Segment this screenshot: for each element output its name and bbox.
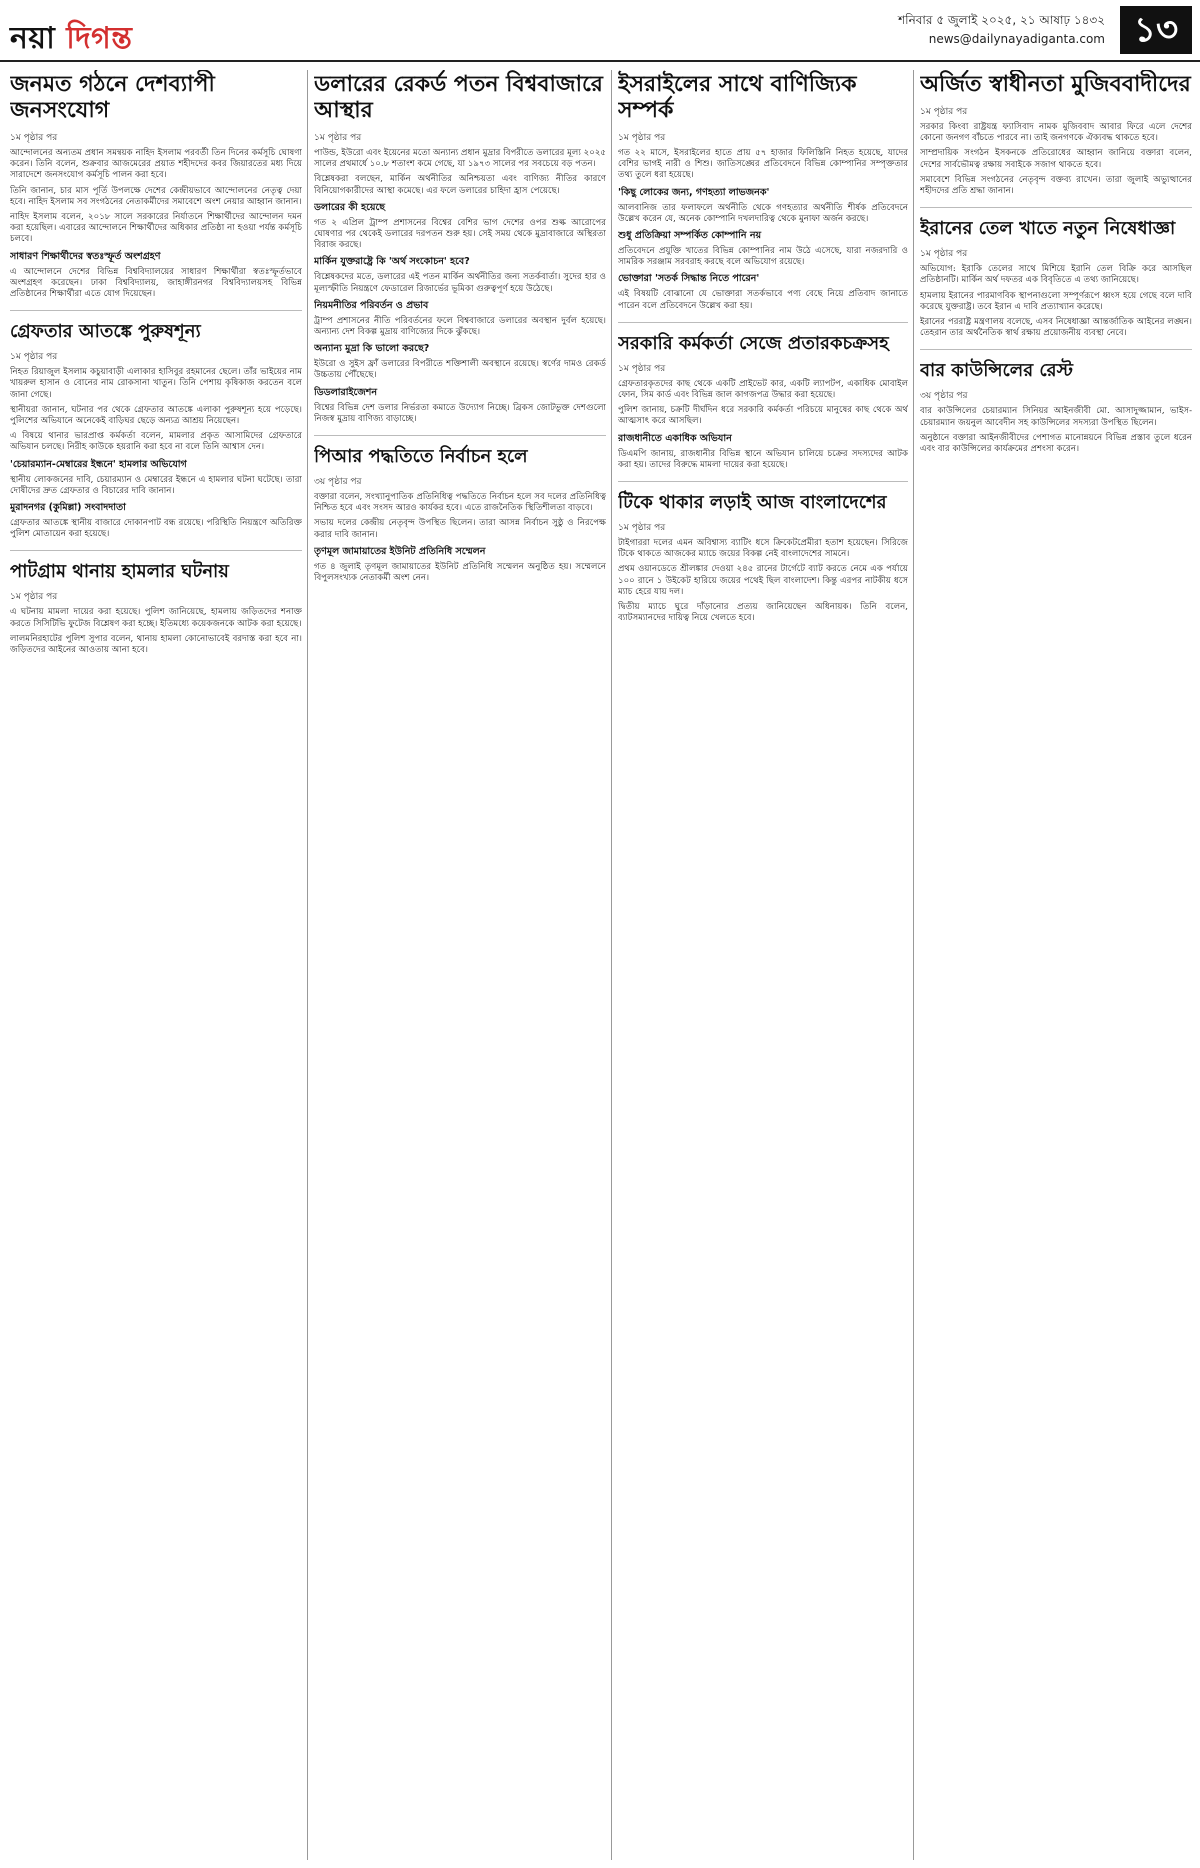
column-1 xyxy=(10,70,302,1860)
story-subhead: 'কিছু লোকের জন্য, গণহত্যা লাভজনক' xyxy=(618,186,770,198)
story-paragraph: প্রথম ওয়ানডেতে শ্রীলঙ্কার দেওয়া ২৪৫ রানের টার্গেটে ব্যাট করতে নেমে এক পর্যায়ে ১০০ রানে ১ উইকেট হারিয়ে জয়ের পথেই ছিল বাংলাদেশ। কিন্তু এরপর নাটকীয় ধসে ম্যাচ হেরে যায় দল। xyxy=(618,564,908,597)
column-4 xyxy=(920,70,1192,1860)
subhead-paragraph: গ্রেফতার আতঙ্কে স্থানীয় বাজারে দোকানপাট বন্ধ রয়েছে। পরিস্থিতি নিয়ন্ত্রণে অতিরিক্ত পুলিশ মোতায়েন করা হয়েছে। xyxy=(10,518,302,540)
news-story xyxy=(618,72,908,323)
subhead-paragraph: আলবানিজ তার ফলাফলে অর্থনীতি থেকে গণহত্যার অর্থনীতি শীর্ষক প্রতিবেদনে উল্লেখ করেন যে, অনেক কোম্পানি দখলদারিত্ব থেকে মুনাফা অর্জন করছে। xyxy=(618,202,908,224)
story-paragraph: নিহত রিয়াজুল ইসলাম কচুয়াবাড়ী এলাকার হাসিবুর রহমানের ছেলে। তাঁর ভাইয়ের নাম খায়রুল হাসান ও বোনের নাম রোকসানা খাতুন। তিনি পেশায় কৃষিকাজ করতেন বলে জানা গেছে। xyxy=(10,367,302,400)
story-subhead: মুরাদনগর (কুমিল্লা) সংবাদদাতা xyxy=(10,502,126,514)
subhead-paragraph: বিশ্লেষকদের মতে, ডলারের এই পতন মার্কিন অর্থনীতির জন্য সতর্কবার্তা। সুদের হার ও মূল্যস্ফীতি নিয়ন্ত্রণে ফেডারেল রিজার্ভের ভূমিকা গুরুত্বপূর্ণ হয়ে উঠেছে। xyxy=(314,272,606,294)
news-story xyxy=(10,72,302,311)
column-3 xyxy=(618,70,908,1860)
story-paragraph: অনুষ্ঠানে বক্তারা আইনজীবীদের পেশাগত মানোন্নয়নে বিভিন্ন প্রস্তাব তুলে ধরেন এবং বার কাউন্সিলের কার্যক্রমের প্রশংসা করেন। xyxy=(920,432,1192,455)
story-headline[interactable]: পিআর পদ্ধতিতে নির্বাচন হলে xyxy=(314,446,528,468)
subhead-paragraph: প্রতিবেদনে প্রযুক্তি খাতের বিভিন্ন কোম্পানির নাম উঠে এসেছে, যারা নজরদারি ও সামরিক সরঞ্জাম সরবরাহ করছে বলে অভিযোগ রয়েছে। xyxy=(618,246,908,268)
story-paragraph: টাইগাররা দলের এমন অবিশ্বাস্য ব্যাটিং ধসে ক্রিকেটপ্রেমীরা হতাশ হয়েছেন। সিরিজে টিকে থাকতে আজকের ম্যাচে জয়ের বিকল্প নেই বাংলাদেশের সামনে। xyxy=(618,538,908,560)
date-line: শনিবার ৫ জুলাই ২০২৫, ২১ আষাঢ় ১৪৩২ xyxy=(898,13,1105,27)
subhead-paragraph: ট্রাম্প প্রশাসনের নীতি পরিবর্তনের ফলে বিশ্ববাজারে ডলারের অবস্থান দুর্বল হয়েছে। অন্যান্য দেশ বিকল্প মুদ্রায় বাণিজ্যের দিকে ঝুঁকছে। xyxy=(314,315,606,338)
story-subhead: ডিডলারাইজেশন xyxy=(314,386,378,398)
news-story xyxy=(920,360,1192,465)
subhead-paragraph: গত ৪ জুলাই তৃণমূল জামায়াতের ইউনিট প্রতিনিধি সম্মেলন অনুষ্ঠিত হয়। সম্মেলনে বিপুলসংখ্যক নেতাকর্মী অংশ নেন। xyxy=(314,561,606,584)
news-story xyxy=(314,446,606,594)
story-headline[interactable]: গ্রেফতার আতঙ্কে পুরুষশূন্য xyxy=(10,321,201,343)
story-subhead: মার্কিন যুক্তরাষ্ট্রে কি 'অর্থ সংকোচন' হবে? xyxy=(314,256,470,268)
story-headline[interactable]: ইসরাইলের সাথে বাণিজ্যিক সম্পর্ক xyxy=(618,72,857,123)
continued-from-label: ৩য় পৃষ্ঠার পর xyxy=(920,391,968,402)
story-subhead: সাধারণ শিক্ষার্থীদের স্বতঃস্ফূর্ত অংশগ্রহণ xyxy=(10,250,161,262)
subhead-paragraph: এই বিষয়টি বোঝানো যে ভোক্তারা সতর্কভাবে পণ্য বেছে নিয়ে প্রতিবাদ জানাতে পারেন বলে প্রতিবেদনে উল্লেখ করা হয়। xyxy=(618,289,908,311)
story-paragraph: এ ঘটনায় মামলা দায়ের করা হয়েছে। পুলিশ জানিয়েছে, হামলায় জড়িতদের শনাক্ত করতে সিসিটিভি ফুটেজ বিশ্লেষণ করা হচ্ছে। ইতিমধ্যে কয়েকজনকে আটক করা হয়েছে। xyxy=(10,607,302,629)
subhead-paragraph: বিশ্বের বিভিন্ন দেশ ডলার নির্ভরতা কমাতে উদ্যোগ নিচ্ছে। ব্রিকস জোটভুক্ত দেশগুলো নিজস্ব মুদ্রায় বাণিজ্য বাড়াচ্ছে। xyxy=(314,402,606,424)
continued-from-label: ১ম পৃষ্ঠার পর xyxy=(920,249,968,260)
story-headline[interactable]: অর্জিত স্বাধীনতা মুজিববাদীদের xyxy=(920,72,1191,97)
subhead-paragraph: এ আন্দোলনে দেশের বিভিন্ন বিশ্ববিদ্যালয়ের সাধারণ শিক্ষার্থীরা স্বতঃস্ফূর্তভাবে অংশগ্রহণ করেছেন। ঢাকা বিশ্ববিদ্যালয়, জাহাঙ্গীরনগর বিশ্ববিদ্যালয়সহ বিভিন্ন প্রতিষ্ঠানের শিক্ষার্থীরা এতে যোগ দিয়েছেন। xyxy=(10,266,302,300)
story-headline[interactable]: জনমত গঠনে দেশব্যাপী জনসংযোগ xyxy=(10,72,215,123)
subhead-paragraph: ডিএমপি জানায়, রাজধানীর বিভিন্ন স্থানে অভিযান চালিয়ে চক্রের সদস্যদের আটক করা হয়। তাদের বিরুদ্ধে মামলা দায়ের করা হয়েছে। xyxy=(618,448,908,470)
column-divider xyxy=(307,70,308,1860)
story-paragraph: পাউন্ড, ইউরো এবং ইয়েনের মতো অন্যান্য প্রধান মুদ্রার বিপরীতে ডলারের মূল্য ২০২৫ সালের প্রথমার্ধে ১০.৮ শতাংশ কমে গেছে, যা ১৯৭৩ সালের পর সবচেয়ে বড় পতন। xyxy=(314,148,606,170)
continued-from-label: ১ম পৃষ্ঠার পর xyxy=(10,592,58,603)
story-subhead: তৃণমূল জামায়াতের ইউনিট প্রতিনিধি সম্মেলন xyxy=(314,545,486,557)
story-paragraph: আন্দোলনের অন্যতম প্রধান সমন্বয়ক নাহিদ ইসলাম পরবর্তী তিন দিনের কর্মসূচি ঘোষণা করেন। তিনি বলেন, শুক্রবার আজমেরের প্রয়াত শহীদদের কবর জিয়ারতের মধ্য দিয়ে সারাদেশে জনসংযোগ কর্মসূচি পালন করা হবে। xyxy=(10,148,302,181)
logo-word-accent: দিগন্ত xyxy=(66,21,133,56)
news-story xyxy=(618,492,908,634)
story-subhead: অন্যান্য মুদ্রা কি ভালো করছে? xyxy=(314,343,430,355)
story-headline[interactable]: ইরানের তেল খাতে নতুন নিষেধাজ্ঞা xyxy=(920,218,1176,240)
story-headline[interactable]: টিকে থাকার লড়াই আজ বাংলাদেশের xyxy=(618,492,887,514)
news-story xyxy=(314,72,606,436)
story-subhead: রাজধানীতে একাধিক অভিযান xyxy=(618,432,732,444)
story-paragraph: হামলায় ইরানের পারমাণবিক স্থাপনাগুলো সম্পূর্ণরূপে ধ্বংস হয়ে গেছে বলে দাবি করেছে যুক্তরাষ্ট্র। তবে ইরান এ দাবি প্রত্যাখ্যান করেছে। xyxy=(920,290,1192,312)
continued-from-label: ১ম পৃষ্ঠার পর xyxy=(10,133,58,143)
column-2 xyxy=(314,70,606,1860)
page-number-badge: ১৩ xyxy=(1120,6,1192,54)
email-address[interactable]: news@dailynayadiganta.com xyxy=(928,32,1105,46)
story-paragraph: সমাবেশে বিভিন্ন সংগঠনের নেতৃবৃন্দ বক্তব্য রাখেন। তারা জুলাই অভ্যুত্থানের শহীদদের প্রতি শ্রদ্ধা জানান। xyxy=(920,174,1192,197)
newspaper-logo[interactable] xyxy=(10,14,132,65)
story-paragraph: তিনি জানান, চার মাস পূর্তি উপলক্ষে দেশের কেন্দ্রীয়ভাবে আন্দোলনের নেতৃত্ব দেয়া হবে। নাহিদ ইসলাম সব সংগঠনের নেতাকর্মীদের সমাবেশে অংশ নেয়ার আহ্বান জানান। xyxy=(10,185,302,207)
story-subhead: ভোক্তারা 'সতর্ক সিদ্ধান্ত নিতে পারেন' xyxy=(618,273,760,285)
story-paragraph: ইরানের পররাষ্ট্র মন্ত্রণালয় বলেছে, এসব নিষেধাজ্ঞা আন্তর্জাতিক আইনের লঙ্ঘন। তেহরান তার অর্থনৈতিক স্বার্থ রক্ষায় প্রয়োজনীয় ব্যবস্থা নেবে। xyxy=(920,317,1192,339)
news-story xyxy=(618,333,908,482)
story-headline[interactable]: সরকারি কর্মকর্তা সেজে প্রতারকচক্রসহ xyxy=(618,332,889,354)
story-headline[interactable]: বার কাউন্সিলের রেস্ট xyxy=(920,360,1073,382)
story-paragraph: অভিযোগ: ইরাকি তেলের সাথে মিশিয়ে ইরানি তেল বিক্রি করে আসছিল প্রতিষ্ঠানটি। মার্কিন অর্থ দফতর এক বিবৃতিতে এ তথ্য জানিয়েছে। xyxy=(920,264,1192,286)
news-story xyxy=(10,321,302,551)
story-paragraph: বিশ্লেষকরা বলছেন, মার্কিন অর্থনীতির অনিশ্চয়তা এবং বাণিজ্য নীতির কারণে বিনিয়োগকারীদের আস্থা কমেছে। এর ফলে ডলারের চাহিদা হ্রাস পেয়েছে। xyxy=(314,174,606,196)
story-paragraph: পুলিশ জানায়, চক্রটি দীর্ঘদিন ধরে সরকারি কর্মকর্তা পরিচয়ে মানুষের কাছ থেকে অর্থ আত্মসাৎ করে আসছিল। xyxy=(618,405,908,427)
continued-from-label: ১ম পৃষ্ঠার পর xyxy=(618,133,666,143)
story-subhead: শুধু প্রতিক্রিয়া সম্পর্কিত কোম্পানি নয় xyxy=(618,230,762,242)
story-paragraph: বক্তারা বলেন, সংখ্যানুপাতিক প্রতিনিধিত্ব পদ্ধতিতে নির্বাচন হলে সব দলের প্রতিনিধিত্ব নিশ্চিত হবে এবং সংসদ আরও কার্যকর হবে। এতে রাজনৈতিক স্থিতিশীলতা বাড়বে। xyxy=(314,492,606,514)
story-subhead: 'চেয়ারম্যান-মেম্বারের ইন্ধনে' হামলার অভিযোগ xyxy=(10,458,187,470)
news-story xyxy=(920,218,1192,350)
subhead-paragraph: ইউরো ও সুইস ফ্রাঁ ডলারের বিপরীতে শক্তিশালী অবস্থানে রয়েছে। স্বর্ণের দামও রেকর্ড উচ্চতায় পৌঁছেছে। xyxy=(314,359,606,381)
story-paragraph: সাম্প্রদায়িক সংগঠন ইসকনকে প্রতিরোধের আহ্বান জানিয়ে বক্তারা বলেন, দেশের সার্বভৌমত্ব রক্ষায় সবাইকে সজাগ থাকতে হবে। xyxy=(920,148,1192,170)
story-paragraph: বার কাউন্সিলের চেয়ারম্যান সিনিয়র আইনজীবী মো. আসাদুজ্জামান, ভাইস-চেয়ারম্যান জয়নুল আবেদীন সহ কাউন্সিলের সদস্যরা উপস্থিত ছিলেন। xyxy=(920,406,1192,428)
continued-from-label: ১ম পৃষ্ঠার পর xyxy=(314,133,362,143)
story-paragraph: দ্বিতীয় ম্যাচে ঘুরে দাঁড়ানোর প্রত্যয় জানিয়েছেন অধিনায়ক। তিনি বলেন, ব্যাটসম্যানদের দায়িত্ব নিয়ে খেলতে হবে। xyxy=(618,602,908,624)
story-paragraph: নাহিদ ইসলাম বলেন, ২০১৮ সালে সরকারের নির্যাতনে শিক্ষার্থীদের আন্দোলন দমন করা হয়েছিল। এবারের আন্দোলনে শিক্ষার্থীদের অধিকার প্রতিষ্ঠা না হওয়া পর্যন্ত কর্মসূচি চলবে। xyxy=(10,212,302,245)
story-subhead: ডলারের কী হয়েছে xyxy=(314,201,386,213)
story-paragraph: সভায় দলের কেন্দ্রীয় নেতৃবৃন্দ উপস্থিত ছিলেন। তারা আসন্ন নির্বাচন সুষ্ঠু ও নিরপেক্ষ করার দাবি জানান। xyxy=(314,518,606,540)
news-story xyxy=(920,72,1192,208)
story-headline[interactable]: ডলারের রেকর্ড পতন বিশ্ববাজারে আস্থার xyxy=(314,72,603,123)
story-subhead: নিয়মনীতির পরিবর্তন ও প্রভাব xyxy=(314,299,429,311)
story-paragraph: গত ২২ মাসে, ইসরাইলের হাতে প্রায় ৫৭ হাজার ফিলিস্তিনি নিহত হয়েছে, যাদের বেশির ভাগই নারী ও শিশু। জাতিসঙ্ঘের প্রতিবেদনে বিভিন্ন কোম্পানির সম্পৃক্ততার তথ্য তুলে ধরা হয়েছে। xyxy=(618,148,908,181)
masthead xyxy=(0,0,1200,62)
column-divider xyxy=(913,70,914,1860)
continued-from-label: ১ম পৃষ্ঠার পর xyxy=(920,107,968,117)
story-paragraph: এ বিষয়ে থানার ভারপ্রাপ্ত কর্মকর্তা বলেন, মামলার প্রকৃত আসামিদের গ্রেফতারে অভিযান চলছে। নিরীহ কাউকে হয়রানি করা হবে না বলে তিনি আশ্বাস দেন। xyxy=(10,431,302,453)
column-divider xyxy=(611,70,612,1860)
logo-word: নয়া xyxy=(10,21,67,56)
continued-from-label: ১ম পৃষ্ঠার পর xyxy=(10,352,58,363)
news-story xyxy=(10,561,302,666)
story-paragraph: স্থানীয়রা জানান, ঘটনার পর থেকে গ্রেফতার আতঙ্কে এলাকা পুরুষশূন্য হয়ে পড়েছে। পুলিশের অভিযানে অনেকেই বাড়িঘর ছেড়ে অন্যত্র আশ্রয় নিয়েছেন। xyxy=(10,404,302,427)
continued-from-label: ৩য় পৃষ্ঠার পর xyxy=(314,477,362,488)
continued-from-label: ১ম পৃষ্ঠার পর xyxy=(618,523,666,534)
continued-from-label: ১ম পৃষ্ঠার পর xyxy=(618,363,666,374)
story-paragraph: সরকার কিংবা রাষ্ট্রযন্ত্র ফ্যাসিবাদ নামক মুজিববাদ আবার ফিরে এলে দেশের কোনো জনগণ বাঁচতে পারবে না। তাই জনগণকে ঐক্যবদ্ধ থাকতে হবে। xyxy=(920,122,1192,144)
story-headline[interactable]: পাটগ্রাম থানায় হামলার ঘটনায় xyxy=(10,561,229,583)
subhead-paragraph: স্থানীয় লোকজনের দাবি, চেয়ারম্যান ও মেম্বারের ইন্ধনে এ হামলার ঘটনা ঘটেছে। তারা দোষীদের দ্রুত গ্রেফতার ও বিচারের দাবি জানান। xyxy=(10,474,302,496)
subhead-paragraph: গত ২ এপ্রিল ট্রাম্প প্রশাসনের বিশ্বের বেশির ভাগ দেশের ওপর শুল্ক আরোপের ঘোষণার পর থেকেই ডলারের দরপতন শুরু হয়। সেই সময় থেকে মুদ্রাবাজারে অস্থিরতা বিরাজ করছে। xyxy=(314,217,606,251)
story-paragraph: গ্রেফতারকৃতদের কাছ থেকে একটি প্রাইভেট কার, একটি ল্যাপটপ, একাধিক মোবাইল ফোন, সিম কার্ড এবং বিভিন্ন জাল কাগজপত্র উদ্ধার করা হয়েছে। xyxy=(618,378,908,401)
story-paragraph: লালমনিরহাটের পুলিশ সুপার বলেন, থানায় হামলা কোনোভাবেই বরদাস্ত করা হবে না। জড়িতদের আইনের আওতায় আনা হবে। xyxy=(10,633,302,656)
